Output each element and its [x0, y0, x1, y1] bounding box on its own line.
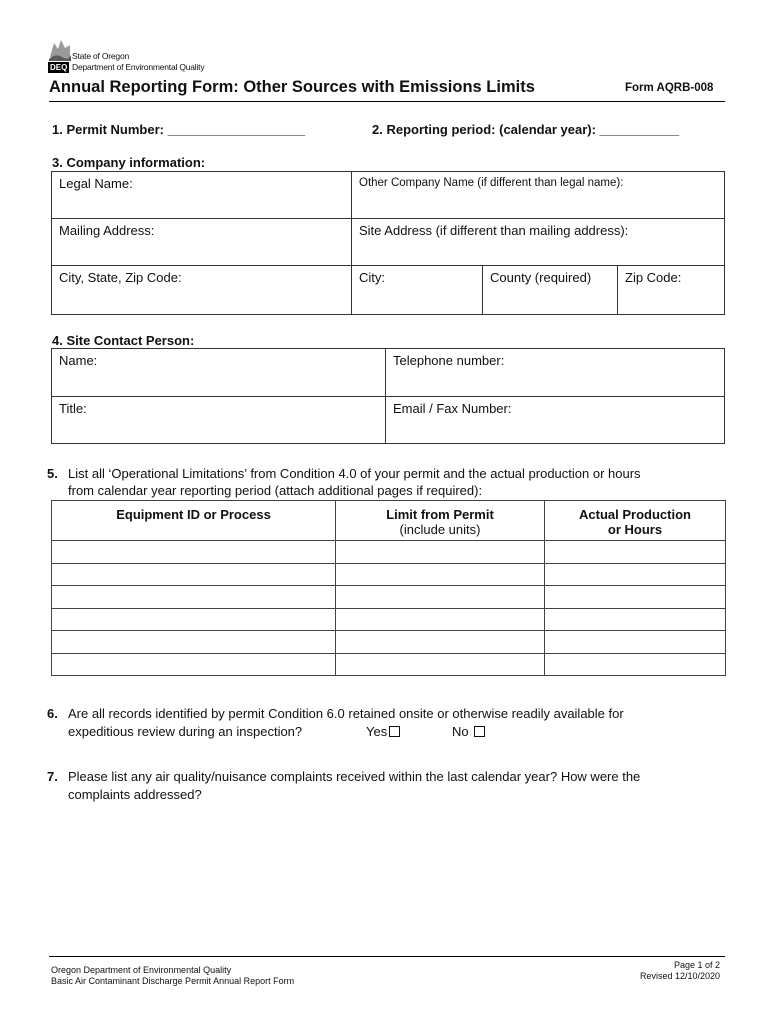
- permit-number-field[interactable]: 1. Permit Number: ___________________: [52, 122, 305, 137]
- telephone-label: Telephone number:: [393, 353, 505, 368]
- table-cell[interactable]: [336, 541, 545, 564]
- table-cell[interactable]: [545, 631, 726, 654]
- col-actual-label: Actual Production: [579, 507, 691, 522]
- contact-title-label: Title:: [59, 401, 87, 416]
- other-company-name-label: Other Company Name (if different than legal name):: [359, 177, 624, 189]
- state-name: State of Oregon: [72, 51, 130, 61]
- col-actual-label-line2: or Hours: [607, 522, 663, 537]
- table-row: [52, 653, 726, 676]
- question-6-text-line1: Are all records identified by permit Condition 6.0 retained onsite or otherwise readily available for: [68, 706, 624, 721]
- email-fax-label: Email / Fax Number:: [393, 401, 512, 416]
- reporting-period-field[interactable]: 2. Reporting period: (calendar year): ___________: [372, 122, 680, 137]
- oregon-deq-logo-icon: [48, 37, 72, 63]
- contact-name-label: Name:: [59, 353, 98, 368]
- footer-divider: [49, 956, 725, 957]
- company-info-heading: 3. Company information:: [52, 155, 206, 170]
- site-address-field[interactable]: [351, 218, 725, 266]
- table-row: [52, 541, 726, 564]
- site-address-label: Site Address (if different than mailing address):: [359, 223, 629, 238]
- question-7-text-line1: Please list any air quality/nuisance complaints received within the last calendar year? How were the: [68, 769, 641, 784]
- table-cell[interactable]: [545, 541, 726, 564]
- table-cell[interactable]: [336, 653, 545, 676]
- table-cell[interactable]: [545, 563, 726, 586]
- table-cell[interactable]: [336, 563, 545, 586]
- footer-agency: Oregon Department of Environmental Quality: [51, 965, 232, 975]
- table-row: [52, 586, 726, 609]
- operational-limitations-table: [51, 500, 726, 676]
- question-6-text-line2: expeditious review during an inspection?: [68, 724, 303, 739]
- table-cell[interactable]: [545, 608, 726, 631]
- no-label: No: [452, 724, 469, 739]
- table-cell[interactable]: [336, 586, 545, 609]
- agency-name: Department of Environmental Quality: [72, 62, 205, 72]
- table-row: [52, 563, 726, 586]
- col-limit-label: Limit from Permit: [386, 507, 494, 522]
- zip-code-field[interactable]: [617, 265, 725, 315]
- table-cell[interactable]: [52, 608, 336, 631]
- city-field[interactable]: [351, 265, 483, 315]
- checkbox-icon[interactable]: [474, 726, 485, 737]
- city-state-zip-field[interactable]: [51, 265, 352, 315]
- no-checkbox[interactable]: [452, 724, 485, 739]
- footer-page-number: Page 1 of 2: [673, 960, 720, 970]
- contact-name-field[interactable]: [51, 348, 386, 397]
- yes-label: Yes: [366, 724, 388, 739]
- col-limit-header: [336, 501, 545, 541]
- table-cell[interactable]: [336, 608, 545, 631]
- legal-name-label: Legal Name:: [59, 176, 133, 191]
- city-label: City:: [359, 270, 385, 285]
- form-id: Form AQRB-008: [625, 82, 714, 94]
- legal-name-field[interactable]: [51, 171, 352, 219]
- table-row: [52, 608, 726, 631]
- table-cell[interactable]: [545, 653, 726, 676]
- col-equipment-header: [52, 501, 336, 541]
- county-label: County (required): [490, 270, 592, 285]
- other-company-name-field[interactable]: [351, 171, 725, 219]
- table-cell[interactable]: [52, 653, 336, 676]
- mailing-address-label: Mailing Address:: [59, 223, 155, 238]
- mailing-address-field[interactable]: [51, 218, 352, 266]
- table-cell[interactable]: [52, 541, 336, 564]
- title-divider: [49, 101, 725, 102]
- question-6-number: 6.: [47, 706, 58, 721]
- yes-checkbox[interactable]: [366, 724, 400, 739]
- zip-code-label: Zip Code:: [625, 270, 682, 285]
- question-5-text-line2: from calendar year reporting period (attach additional pages if required):: [68, 483, 483, 498]
- table-cell[interactable]: [52, 586, 336, 609]
- col-equipment-label: Equipment ID or Process: [116, 507, 271, 522]
- city-state-zip-label: City, State, Zip Code:: [59, 270, 182, 285]
- col-actual-header: [545, 501, 726, 541]
- question-5-number: 5.: [47, 466, 58, 481]
- table-cell[interactable]: [52, 631, 336, 654]
- page-title: Annual Reporting Form: Other Sources with Emissions Limits: [49, 78, 535, 96]
- agency-abbr: DEQ: [50, 63, 68, 72]
- table-cell[interactable]: [52, 563, 336, 586]
- question-7-text-line2: complaints addressed?: [68, 787, 202, 802]
- contact-title-field[interactable]: [51, 396, 386, 444]
- telephone-field[interactable]: [385, 348, 725, 397]
- footer-revised-date: Revised 12/10/2020: [639, 971, 720, 981]
- table-header-row: [52, 501, 726, 541]
- deq-logo: [48, 37, 248, 77]
- email-fax-field[interactable]: [385, 396, 725, 444]
- county-field[interactable]: [482, 265, 618, 315]
- table-cell[interactable]: [545, 586, 726, 609]
- table-cell[interactable]: [336, 631, 545, 654]
- site-contact-heading: 4. Site Contact Person:: [52, 333, 195, 348]
- col-limit-sublabel: (include units): [399, 522, 481, 537]
- footer-form-name: Basic Air Contaminant Discharge Permit Annual Report Form: [51, 976, 295, 986]
- table-row: [52, 631, 726, 654]
- checkbox-icon[interactable]: [389, 726, 400, 737]
- question-7-number: 7.: [47, 769, 58, 784]
- question-5-text-line1: List all ‘Operational Limitations’ from Condition 4.0 of your permit and the actual production or hours: [68, 466, 641, 481]
